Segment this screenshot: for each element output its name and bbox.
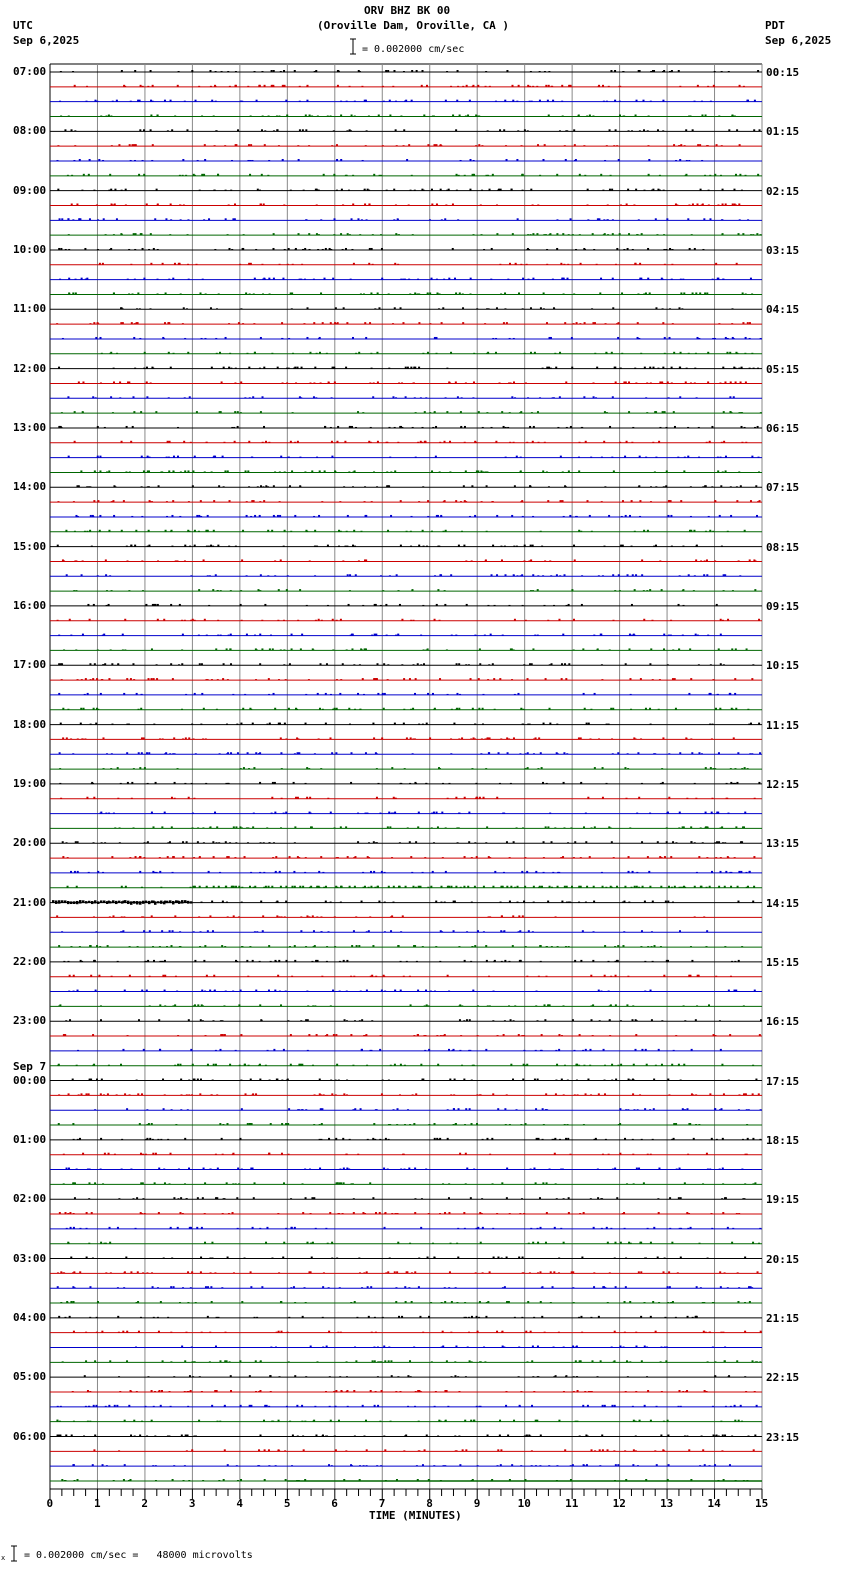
left-hour-label: 05:00	[13, 1370, 47, 1384]
left-hour-label: 16:00	[13, 598, 47, 612]
right-hour-label: 21:15	[766, 1311, 800, 1325]
left-hour-label: 07:00	[13, 65, 47, 78]
left-hour-label: 08:00	[13, 124, 47, 138]
x-tick-label: 14	[707, 1497, 721, 1510]
left-hour-label: 21:00	[13, 895, 47, 909]
left-hour-label: 13:00	[13, 420, 47, 434]
right-hour-label: 00:15	[766, 66, 800, 79]
x-tick-label: 11	[565, 1497, 579, 1510]
x-tick-label: 10	[517, 1497, 531, 1510]
right-hour-label: 13:15	[766, 837, 800, 851]
station-title: ORV BHZ BK 00	[364, 4, 451, 17]
left-hour-label: 20:00	[13, 836, 47, 850]
x-tick-label: 2	[141, 1497, 149, 1510]
left-hour-label: 10:00	[13, 242, 47, 256]
right-hour-label: 19:15	[766, 1193, 800, 1207]
station-location: (Oroville Dam, Oroville, CA )	[317, 19, 510, 32]
left-hour-label: 18:00	[13, 717, 47, 731]
right-hour-label: 11:15	[766, 718, 800, 732]
right-hour-label: 03:15	[766, 243, 800, 257]
x-axis-label: TIME (MINUTES)	[369, 1509, 462, 1522]
x-tick-label: 12	[612, 1497, 626, 1510]
left-hour-label: 15:00	[13, 539, 47, 553]
left-hour-label: 04:00	[13, 1310, 47, 1324]
right-hour-label: 14:15	[766, 896, 800, 910]
x-tick-label: 4	[236, 1497, 243, 1510]
right-hour-label: 02:15	[766, 184, 800, 198]
right-hour-label: 01:15	[766, 125, 800, 139]
left-hour-label: 19:00	[13, 776, 47, 790]
right-hour-label: 09:15	[766, 599, 800, 613]
left-date: Sep 6,2025	[13, 34, 80, 47]
left-hour-label: 01:00	[13, 1132, 47, 1146]
right-date: Sep 6,2025	[765, 34, 832, 47]
right-hour-label: 04:15	[766, 303, 800, 317]
right-hour-label: 06:15	[766, 421, 800, 435]
right-timezone: PDT	[765, 19, 785, 32]
x-tick-label: 15	[755, 1497, 769, 1510]
right-hour-label: 20:15	[766, 1252, 800, 1266]
x-tick-label: 13	[660, 1497, 674, 1510]
right-hour-label: 18:15	[766, 1133, 800, 1147]
right-hour-label: 15:15	[766, 955, 800, 969]
right-hour-label: 22:15	[766, 1371, 800, 1385]
left-hour-label: 00:00	[13, 1073, 47, 1087]
footer-scale-text: = 0.002000 cm/sec = 48000 microvolts	[24, 1550, 253, 1561]
left-hour-label: 23:00	[13, 1014, 47, 1028]
date-change-label: Sep 7	[13, 1059, 47, 1073]
x-tick-label: 9	[473, 1497, 481, 1510]
footer-scale-bar-icon	[0, 1544, 22, 1564]
left-hour-label: 22:00	[13, 954, 47, 968]
left-hour-label: 03:00	[13, 1251, 47, 1265]
right-hour-label: 05:15	[766, 362, 800, 376]
x-tick-label: 6	[331, 1497, 338, 1510]
right-hour-label: 23:15	[766, 1430, 800, 1444]
left-hour-label: 12:00	[13, 361, 47, 375]
x-tick-label: 1	[93, 1497, 101, 1510]
left-hour-label: 14:00	[13, 480, 47, 494]
x-tick-label: 5	[283, 1497, 291, 1510]
x-tick-label: 0	[46, 1497, 54, 1510]
x-tick-label: 7	[378, 1497, 386, 1510]
left-hour-label: 09:00	[13, 183, 47, 197]
left-hour-label: 06:00	[13, 1429, 47, 1443]
right-hour-label: 10:15	[766, 659, 800, 673]
right-hour-label: 17:15	[766, 1074, 800, 1088]
right-hour-label: 16:15	[766, 1015, 800, 1029]
left-hour-label: 11:00	[13, 302, 47, 316]
x-tick-label: 8	[426, 1497, 433, 1510]
left-hour-label: 02:00	[13, 1192, 47, 1206]
right-hour-label: 12:15	[766, 777, 800, 791]
header-scale-text: = 0.002000 cm/sec	[362, 44, 465, 55]
right-hour-label: 07:15	[766, 481, 800, 495]
x-tick-label: 3	[188, 1497, 196, 1510]
left-hour-label: 17:00	[13, 658, 47, 672]
left-timezone: UTC	[13, 19, 33, 32]
right-hour-label: 08:15	[766, 540, 800, 554]
